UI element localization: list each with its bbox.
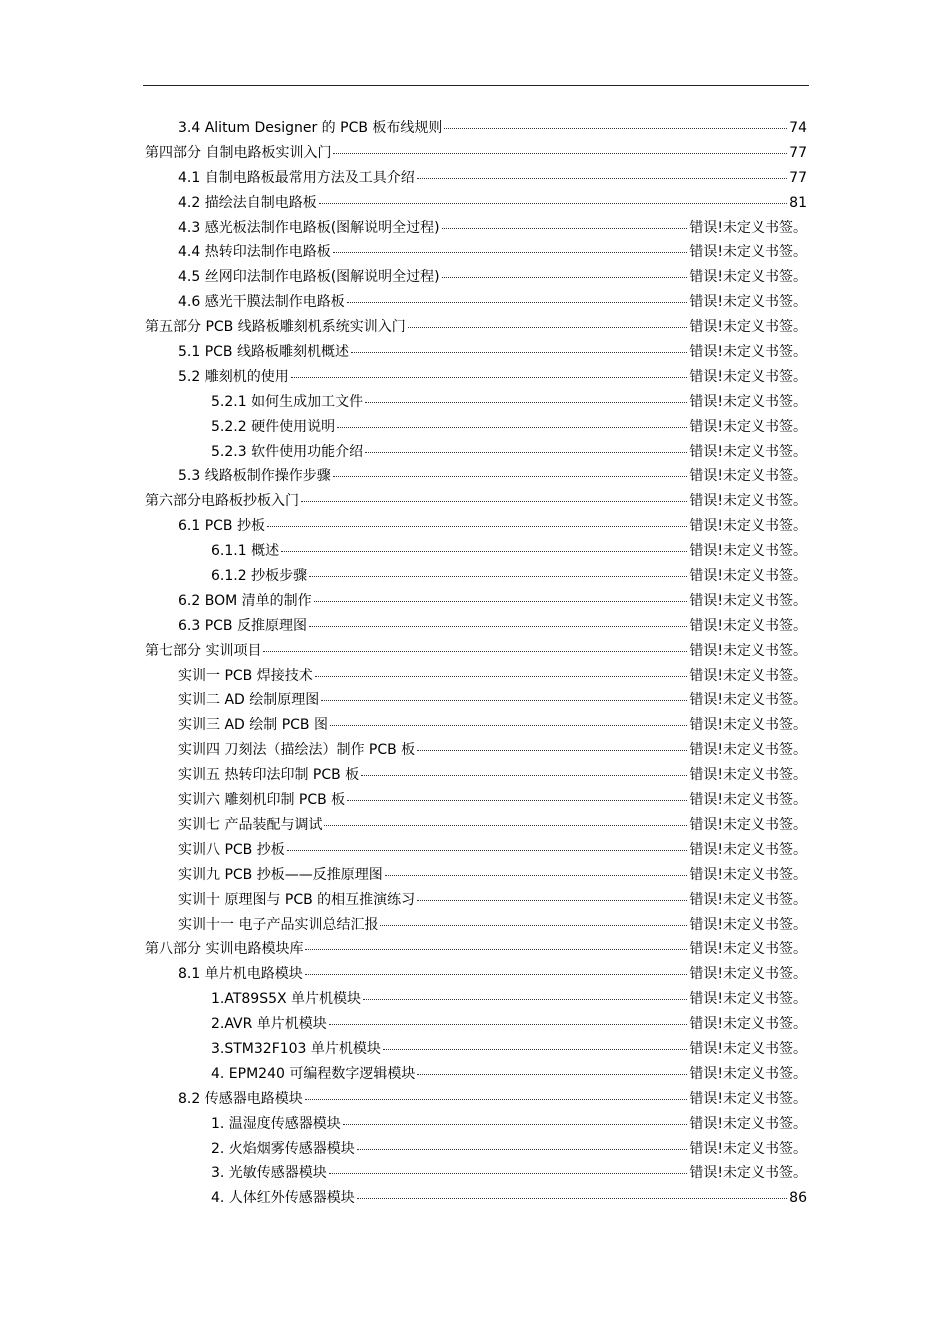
toc-entry[interactable] — [145, 1161, 807, 1186]
toc-entry[interactable] — [145, 1112, 807, 1137]
toc-entry-page: 错误!未定义书签。 — [689, 1115, 807, 1132]
toc-entry[interactable] — [145, 216, 807, 241]
toc-entry-title: 8.1 单片机电路模块 — [178, 966, 303, 983]
toc-entry-page: 错误!未定义书签。 — [689, 1016, 807, 1033]
toc-entry[interactable] — [145, 191, 807, 216]
toc-entry-title: 实训七 产品装配与调试 — [178, 816, 323, 833]
toc-dot-leader — [305, 1099, 688, 1100]
toc-entry-title: 实训九 PCB 抄板——反推原理图 — [178, 866, 383, 883]
toc-dot-leader — [333, 153, 787, 154]
toc-entry[interactable] — [145, 390, 807, 415]
toc-entry-page: 错误!未定义书签。 — [689, 717, 807, 734]
toc-entry-title: 实训十一 电子产品实训总结汇报 — [178, 916, 379, 933]
toc-entry-title: 第七部分 实训项目 — [145, 642, 262, 659]
toc-entry-page: 错误!未定义书签。 — [689, 518, 807, 535]
toc-entry[interactable] — [145, 664, 807, 689]
toc-entry-title: 3. 光敏传感器模块 — [211, 1165, 327, 1182]
toc-entry-page: 错误!未定义书签。 — [689, 1040, 807, 1057]
toc-entry-title: 实训一 PCB 焊接技术 — [178, 667, 313, 684]
toc-entry-title: 1.AT89S5X 单片机模块 — [211, 991, 362, 1008]
toc-dot-leader — [321, 700, 687, 701]
toc-entry-title: 5.2.1 如何生成加工文件 — [211, 393, 364, 410]
toc-dot-leader — [442, 277, 688, 278]
toc-entry-page: 错误!未定义书签。 — [689, 543, 807, 560]
toc-dot-leader — [263, 651, 687, 652]
toc-entry[interactable] — [145, 440, 807, 465]
toc-dot-leader — [309, 576, 687, 577]
toc-dot-leader — [363, 999, 687, 1000]
toc-entry[interactable] — [145, 838, 807, 863]
toc-entry-page: 错误!未定义书签。 — [689, 443, 807, 460]
toc-entry-title: 4.3 感光板法制作电路板(图解说明全过程) — [178, 219, 440, 236]
toc-dot-leader — [343, 1124, 688, 1125]
toc-entry-page: 错误!未定义书签。 — [689, 841, 807, 858]
table-of-contents — [145, 116, 807, 1211]
toc-entry-title: 8.2 传感器电路模块 — [178, 1090, 303, 1107]
header-rule — [143, 85, 809, 86]
toc-entry[interactable] — [145, 589, 807, 614]
toc-entry[interactable] — [145, 265, 807, 290]
toc-entry-title: 5.3 线路板制作操作步骤 — [178, 468, 331, 485]
toc-dot-leader — [315, 676, 688, 677]
toc-dot-leader — [444, 128, 787, 129]
toc-dot-leader — [329, 1173, 688, 1174]
toc-entry-title: 6.2 BOM 清单的制作 — [178, 592, 312, 609]
toc-entry-page: 错误!未定义书签。 — [689, 319, 807, 336]
toc-entry-page: 错误!未定义书签。 — [689, 866, 807, 883]
toc-dot-leader — [417, 1074, 687, 1075]
toc-entry-title: 4. 人体红外传感器模块 — [211, 1190, 355, 1207]
toc-entry[interactable] — [145, 763, 807, 788]
toc-entry[interactable] — [145, 1186, 807, 1211]
toc-entry[interactable] — [145, 713, 807, 738]
toc-entry-title: 6.3 PCB 反推原理图 — [178, 617, 307, 634]
toc-entry-title: 5.2.2 硬件使用说明 — [211, 418, 336, 435]
toc-dot-leader — [383, 1049, 687, 1050]
toc-entry-page: 错误!未定义书签。 — [689, 767, 807, 784]
toc-dot-leader — [365, 402, 687, 403]
toc-dot-leader — [305, 974, 688, 975]
toc-entry-title: 实训六 雕刻机印制 PCB 板 — [178, 792, 346, 809]
toc-entry-page: 错误!未定义书签。 — [689, 991, 807, 1008]
toc-dot-leader — [347, 302, 688, 303]
toc-entry-title: 4.1 自制电路板最常用方法及工具介绍 — [178, 169, 415, 186]
toc-dot-leader — [301, 501, 687, 502]
toc-dot-leader — [281, 551, 687, 552]
toc-dot-leader — [330, 725, 687, 726]
toc-entry-title: 4.5 丝网印法制作电路板(图解说明全过程) — [178, 269, 440, 286]
toc-entry-title: 第五部分 PCB 线路板雕刻机系统实训入门 — [145, 319, 406, 336]
toc-entry[interactable] — [145, 315, 807, 340]
toc-entry[interactable] — [145, 962, 807, 987]
toc-entry-title: 5.2.3 软件使用功能介绍 — [211, 443, 364, 460]
toc-dot-leader — [291, 377, 688, 378]
toc-entry-page: 错误!未定义书签。 — [689, 816, 807, 833]
toc-entry[interactable] — [145, 514, 807, 539]
toc-entry[interactable] — [145, 813, 807, 838]
toc-dot-leader — [408, 327, 688, 328]
toc-dot-leader — [385, 875, 688, 876]
toc-dot-leader — [337, 427, 687, 428]
toc-dot-leader — [329, 1024, 688, 1025]
toc-entry-page: 错误!未定义书签。 — [689, 941, 807, 958]
toc-entry-page: 77 — [789, 144, 807, 161]
toc-entry-page: 错误!未定义书签。 — [689, 294, 807, 311]
toc-dot-leader — [267, 526, 687, 527]
toc-entry-page: 错误!未定义书签。 — [689, 393, 807, 410]
toc-dot-leader — [333, 476, 688, 477]
toc-entry[interactable] — [145, 141, 807, 166]
toc-entry-title: 1. 温湿度传感器模块 — [211, 1115, 341, 1132]
toc-entry-page: 77 — [789, 169, 807, 186]
toc-entry-page: 错误!未定义书签。 — [689, 891, 807, 908]
toc-dot-leader — [417, 750, 687, 751]
toc-entry[interactable] — [145, 639, 807, 664]
toc-entry[interactable] — [145, 738, 807, 763]
toc-entry-title: 第六部分电路板抄板入门 — [145, 493, 299, 510]
toc-dot-leader — [442, 228, 688, 229]
toc-entry[interactable] — [145, 863, 807, 888]
toc-dot-leader — [305, 949, 687, 950]
toc-entry-title: 实训四 刀刻法（描绘法）制作 PCB 板 — [178, 742, 416, 759]
toc-entry[interactable] — [145, 1062, 807, 1087]
toc-entry-title: 实训二 AD 绘制原理图 — [178, 692, 320, 709]
toc-entry-page: 错误!未定义书签。 — [689, 742, 807, 759]
toc-dot-leader — [351, 352, 687, 353]
toc-dot-leader — [314, 601, 688, 602]
toc-entry-page: 错误!未定义书签。 — [689, 219, 807, 236]
toc-dot-leader — [417, 178, 787, 179]
toc-entry-page: 错误!未定义书签。 — [689, 269, 807, 286]
toc-entry-page: 错误!未定义书签。 — [689, 1165, 807, 1182]
toc-entry[interactable] — [145, 1037, 807, 1062]
toc-entry[interactable] — [145, 688, 807, 713]
toc-entry-title: 3.STM32F103 单片机模块 — [211, 1040, 381, 1057]
toc-entry-title: 实训三 AD 绘制 PCB 图 — [178, 717, 328, 734]
toc-entry[interactable] — [145, 614, 807, 639]
toc-entry-title: 4.2 描绘法自制电路板 — [178, 194, 317, 211]
toc-entry-page: 错误!未定义书签。 — [689, 1065, 807, 1082]
toc-entry-title: 2.AVR 单片机模块 — [211, 1016, 327, 1033]
toc-dot-leader — [365, 452, 687, 453]
toc-dot-leader — [309, 626, 687, 627]
toc-entry[interactable] — [145, 365, 807, 390]
toc-entry-page: 错误!未定义书签。 — [689, 344, 807, 361]
toc-entry[interactable] — [145, 564, 807, 589]
toc-entry[interactable] — [145, 290, 807, 315]
toc-dot-leader — [333, 252, 688, 253]
toc-entry-page: 错误!未定义书签。 — [689, 468, 807, 485]
toc-entry-page: 74 — [789, 120, 807, 136]
toc-entry-title: 实训十 原理图与 PCB 的相互推演练习 — [178, 891, 416, 908]
toc-entry-page: 错误!未定义书签。 — [689, 692, 807, 709]
toc-entry[interactable] — [145, 1087, 807, 1112]
toc-entry-page: 错误!未定义书签。 — [689, 592, 807, 609]
toc-dot-leader — [357, 1198, 787, 1199]
toc-entry[interactable] — [145, 1012, 807, 1037]
toc-dot-leader — [324, 825, 687, 826]
toc-entry-page: 错误!未定义书签。 — [689, 568, 807, 585]
toc-entry[interactable] — [145, 913, 807, 938]
toc-entry[interactable] — [145, 166, 807, 191]
toc-dot-leader — [357, 1149, 688, 1150]
toc-dot-leader — [380, 925, 687, 926]
toc-entry-title: 实训八 PCB 抄板 — [178, 841, 285, 858]
toc-entry-page: 错误!未定义书签。 — [689, 244, 807, 261]
toc-entry-title: 6.1.1 概述 — [211, 543, 280, 560]
toc-entry[interactable] — [145, 340, 807, 365]
toc-dot-leader — [361, 775, 687, 776]
toc-dot-leader — [319, 203, 787, 204]
toc-entry-page: 86 — [789, 1190, 807, 1207]
toc-entry[interactable] — [145, 888, 807, 913]
toc-entry-title: 6.1 PCB 抄板 — [178, 518, 265, 535]
toc-entry-title: 第八部分 实训电路模块库 — [145, 941, 304, 958]
toc-entry[interactable] — [145, 539, 807, 564]
toc-entry-title: 3.4 Alitum Designer 的 PCB 板布线规则 — [178, 120, 443, 136]
toc-entry-page: 错误!未定义书签。 — [689, 617, 807, 634]
toc-entry-page: 错误!未定义书签。 — [689, 418, 807, 435]
toc-entry[interactable] — [145, 116, 807, 141]
toc-entry-title: 5.1 PCB 线路板雕刻机概述 — [178, 344, 349, 361]
toc-entry-page: 错误!未定义书签。 — [689, 368, 807, 385]
toc-entry-title: 4.6 感光干膜法制作电路板 — [178, 294, 345, 311]
toc-entry-page: 错误!未定义书签。 — [689, 1140, 807, 1157]
toc-entry-page: 错误!未定义书签。 — [689, 792, 807, 809]
toc-dot-leader — [287, 850, 688, 851]
toc-entry-title: 4. EPM240 可编程数字逻辑模块 — [211, 1065, 416, 1082]
toc-entry-page: 错误!未定义书签。 — [689, 667, 807, 684]
toc-dot-leader — [417, 900, 687, 901]
toc-entry-title: 实训五 热转印法印制 PCB 板 — [178, 767, 360, 784]
toc-entry[interactable] — [145, 415, 807, 440]
toc-entry-page: 错误!未定义书签。 — [689, 493, 807, 510]
toc-entry-page: 81 — [789, 194, 807, 211]
toc-entry-title: 5.2 雕刻机的使用 — [178, 368, 289, 385]
toc-entry[interactable] — [145, 464, 807, 489]
toc-entry[interactable] — [145, 240, 807, 265]
toc-entry-page: 错误!未定义书签。 — [689, 966, 807, 983]
toc-entry-title: 6.1.2 抄板步骤 — [211, 568, 308, 585]
toc-entry-title: 4.4 热转印法制作电路板 — [178, 244, 331, 261]
toc-entry-page: 错误!未定义书签。 — [689, 916, 807, 933]
toc-entry-title: 2. 火焰烟雾传感器模块 — [211, 1140, 355, 1157]
toc-entry[interactable] — [145, 1137, 807, 1162]
toc-entry[interactable] — [145, 489, 807, 514]
toc-entry[interactable] — [145, 987, 807, 1012]
toc-entry-page: 错误!未定义书签。 — [689, 1090, 807, 1107]
toc-dot-leader — [347, 800, 687, 801]
toc-entry[interactable] — [145, 788, 807, 813]
toc-entry-page: 错误!未定义书签。 — [689, 642, 807, 659]
toc-entry-title: 第四部分 自制电路板实训入门 — [145, 144, 332, 161]
toc-entry[interactable] — [145, 937, 807, 962]
